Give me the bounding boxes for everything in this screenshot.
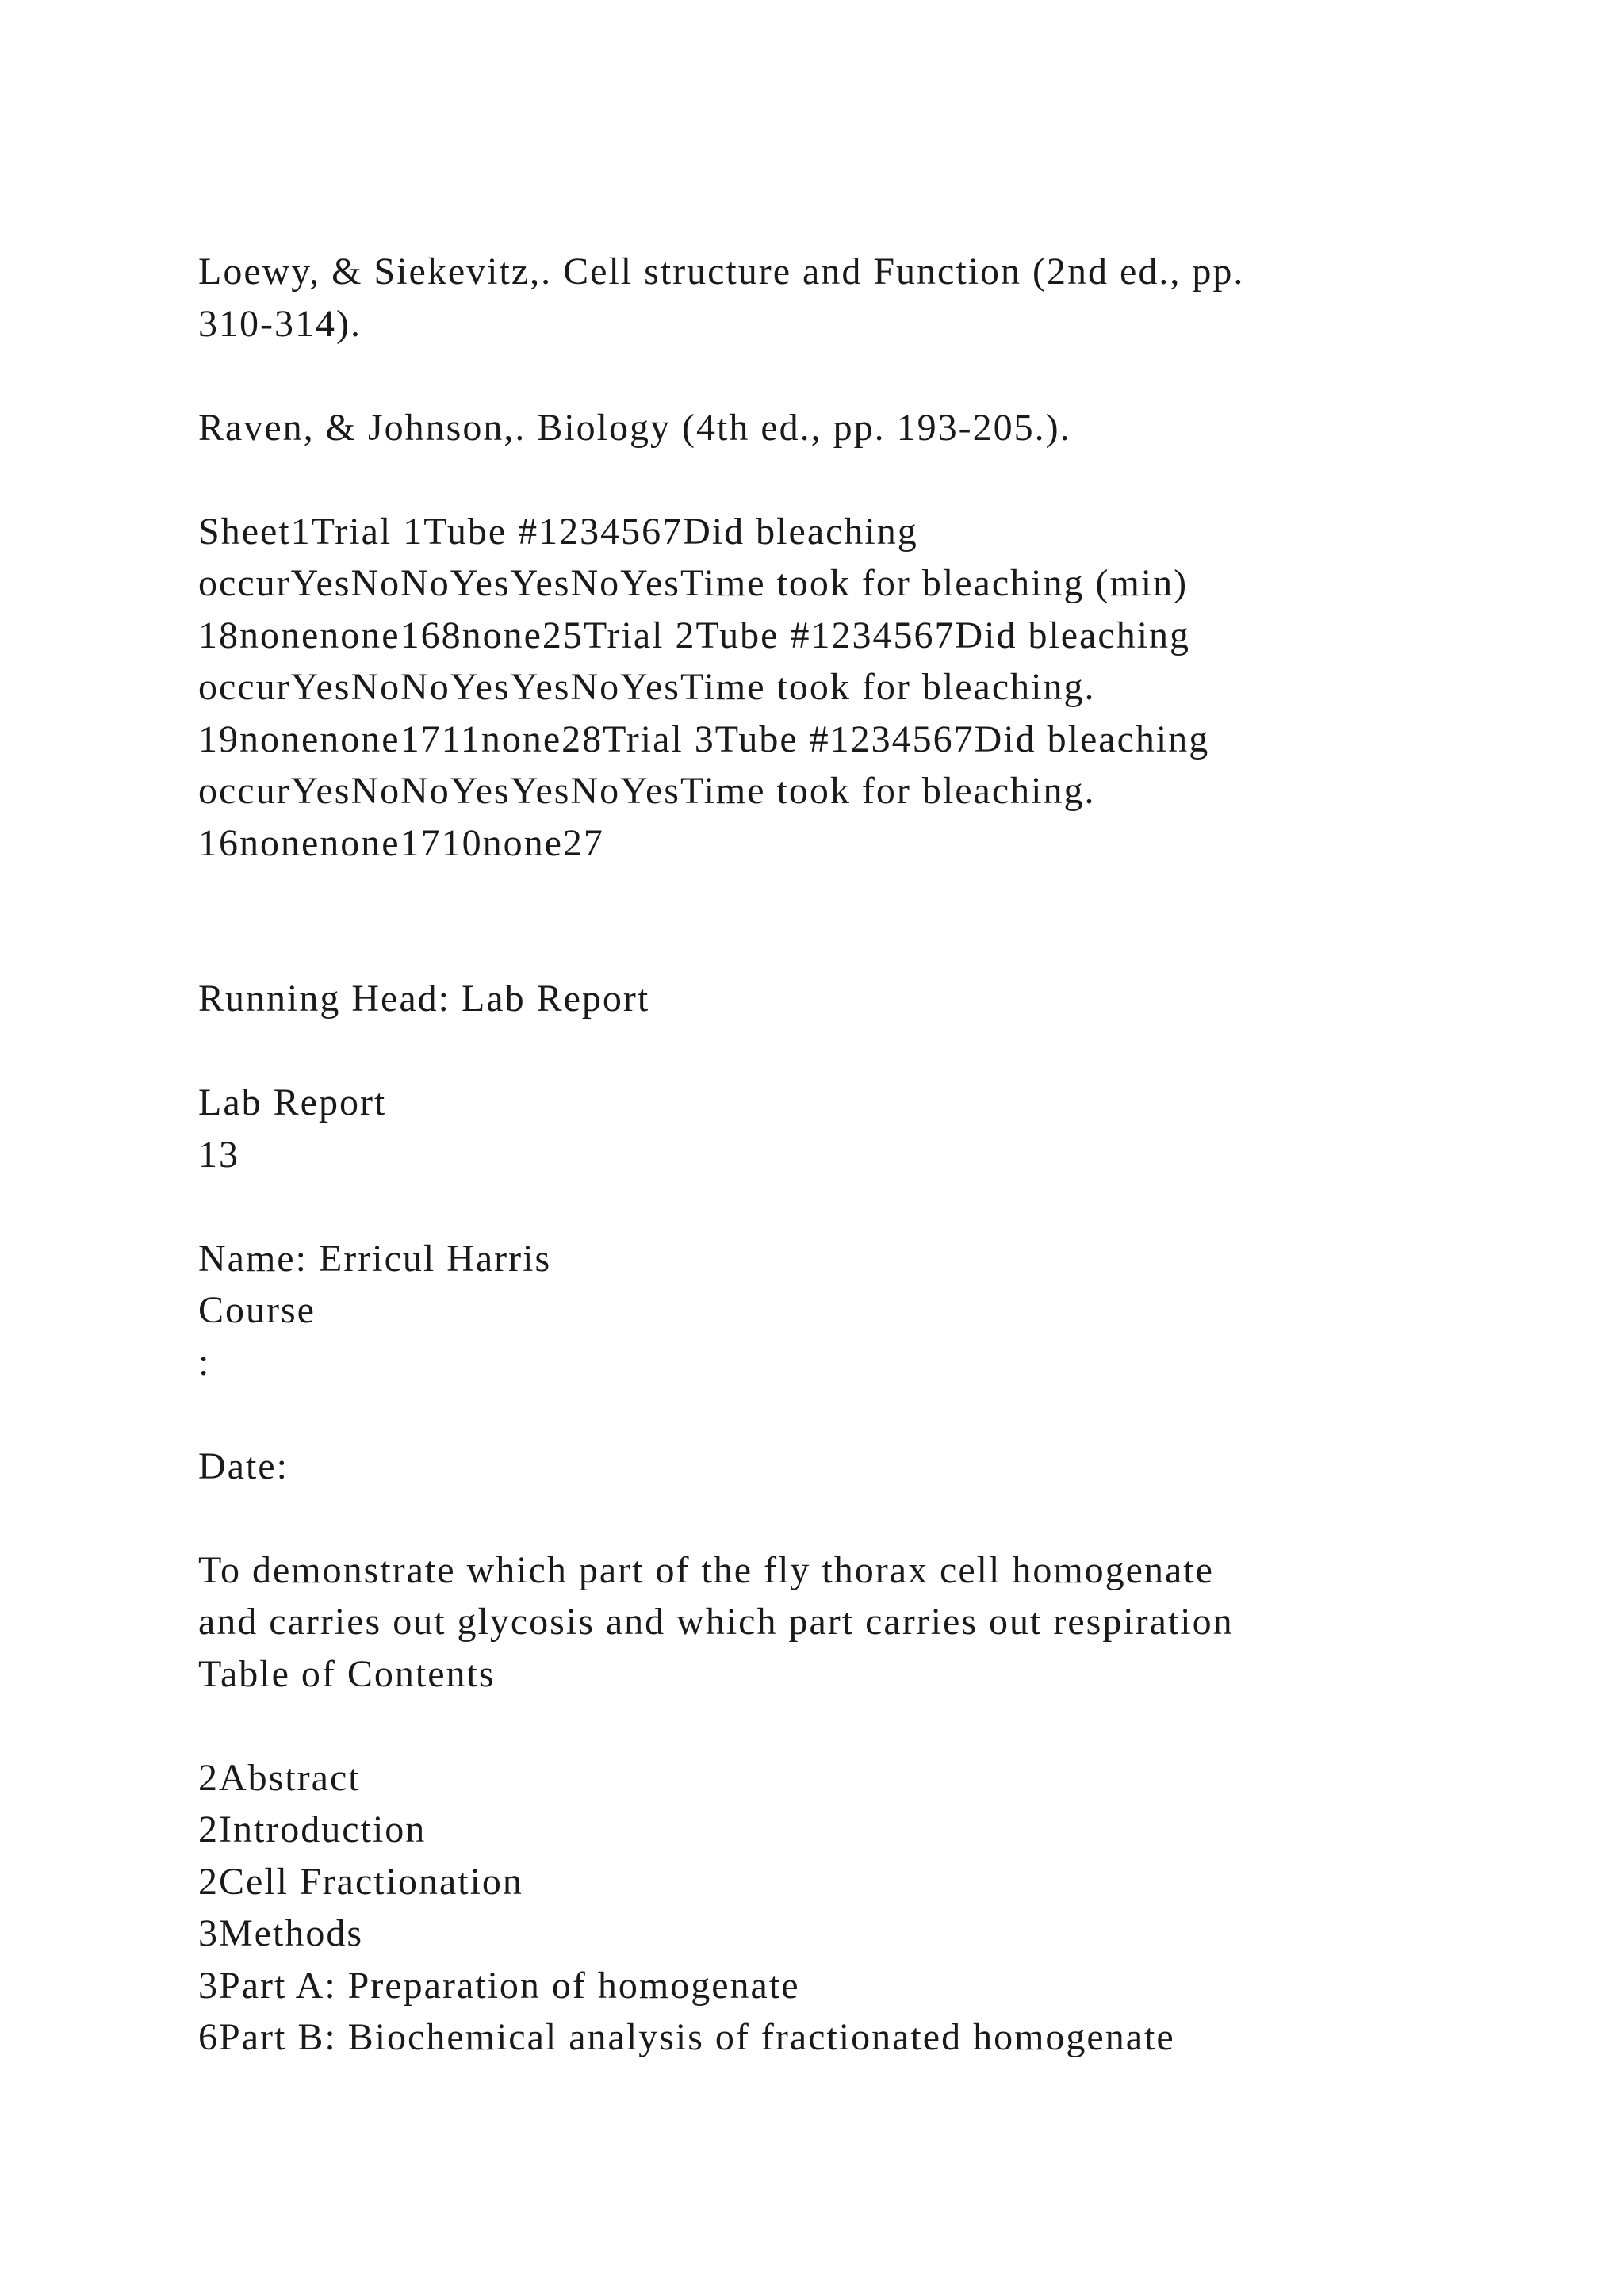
objective-line-2: and carries out glycosis and which part carries out respiration bbox=[198, 1601, 1234, 1643]
toc-entry: 3Methods bbox=[198, 1912, 363, 1954]
spacer bbox=[198, 1700, 1435, 1752]
sheet-text-line-6: occurYesNoNoYesYesNoYesTime took for bleaching. bbox=[198, 770, 1096, 812]
toc-entry: 3Part A: Preparation of homogenate bbox=[198, 1964, 800, 2007]
toc-entry: 2Abstract bbox=[198, 1756, 361, 1799]
objective-line-1: To demonstrate which part of the fly thorax cell homogenate bbox=[198, 1548, 1214, 1591]
report-title: Lab Report bbox=[198, 1081, 387, 1123]
spacer bbox=[198, 869, 1435, 973]
running-head: Running Head: Lab Report bbox=[198, 978, 650, 1020]
toc-entry: 2Introduction bbox=[198, 1808, 427, 1850]
report-title-number: 13 bbox=[198, 1133, 239, 1176]
course-colon: : bbox=[198, 1341, 211, 1383]
spacer bbox=[198, 1388, 1435, 1441]
course-label: Course bbox=[198, 1289, 316, 1331]
reference-2: Raven, & Johnson,. Biology (4th ed., pp. 193-205.). bbox=[198, 406, 1071, 449]
sheet-text-line-2: occurYesNoNoYesYesNoYesTime took for bleaching (min) bbox=[198, 562, 1189, 604]
toc-entry: 6Part B: Biochemical analysis of fractionated homogenate bbox=[198, 2016, 1175, 2058]
spacer bbox=[198, 453, 1435, 506]
sheet-text-line-5: 19nonenone1711none28Trial 3Tube #1234567Did bleaching bbox=[198, 718, 1210, 760]
reference-1-line-2: 310-314). bbox=[198, 302, 362, 345]
spacer bbox=[198, 1492, 1435, 1544]
sheet-text-line-7: 16nonenone1710none27 bbox=[198, 821, 604, 864]
toc-heading: Table of Contents bbox=[198, 1652, 496, 1695]
document-page bbox=[198, 246, 1435, 2064]
reference-1-line-1: Loewy, & Siekevitz,. Cell structure and Function (2nd ed., pp. bbox=[198, 251, 1245, 293]
spacer bbox=[198, 1181, 1435, 1233]
spacer bbox=[198, 350, 1435, 402]
spacer bbox=[198, 1025, 1435, 1077]
sheet-text-line-3: 18nonenone168none25Trial 2Tube #1234567Did bleaching bbox=[198, 614, 1191, 656]
toc-entry: 2Cell Fractionation bbox=[198, 1860, 523, 1903]
date-label: Date: bbox=[198, 1445, 289, 1487]
sheet-text-line-1: Sheet1Trial 1Tube #1234567Did bleaching bbox=[198, 510, 918, 553]
student-name: Name: Erricul Harris bbox=[198, 1237, 552, 1280]
sheet-text-line-4: occurYesNoNoYesYesNoYesTime took for bleaching. bbox=[198, 666, 1096, 708]
